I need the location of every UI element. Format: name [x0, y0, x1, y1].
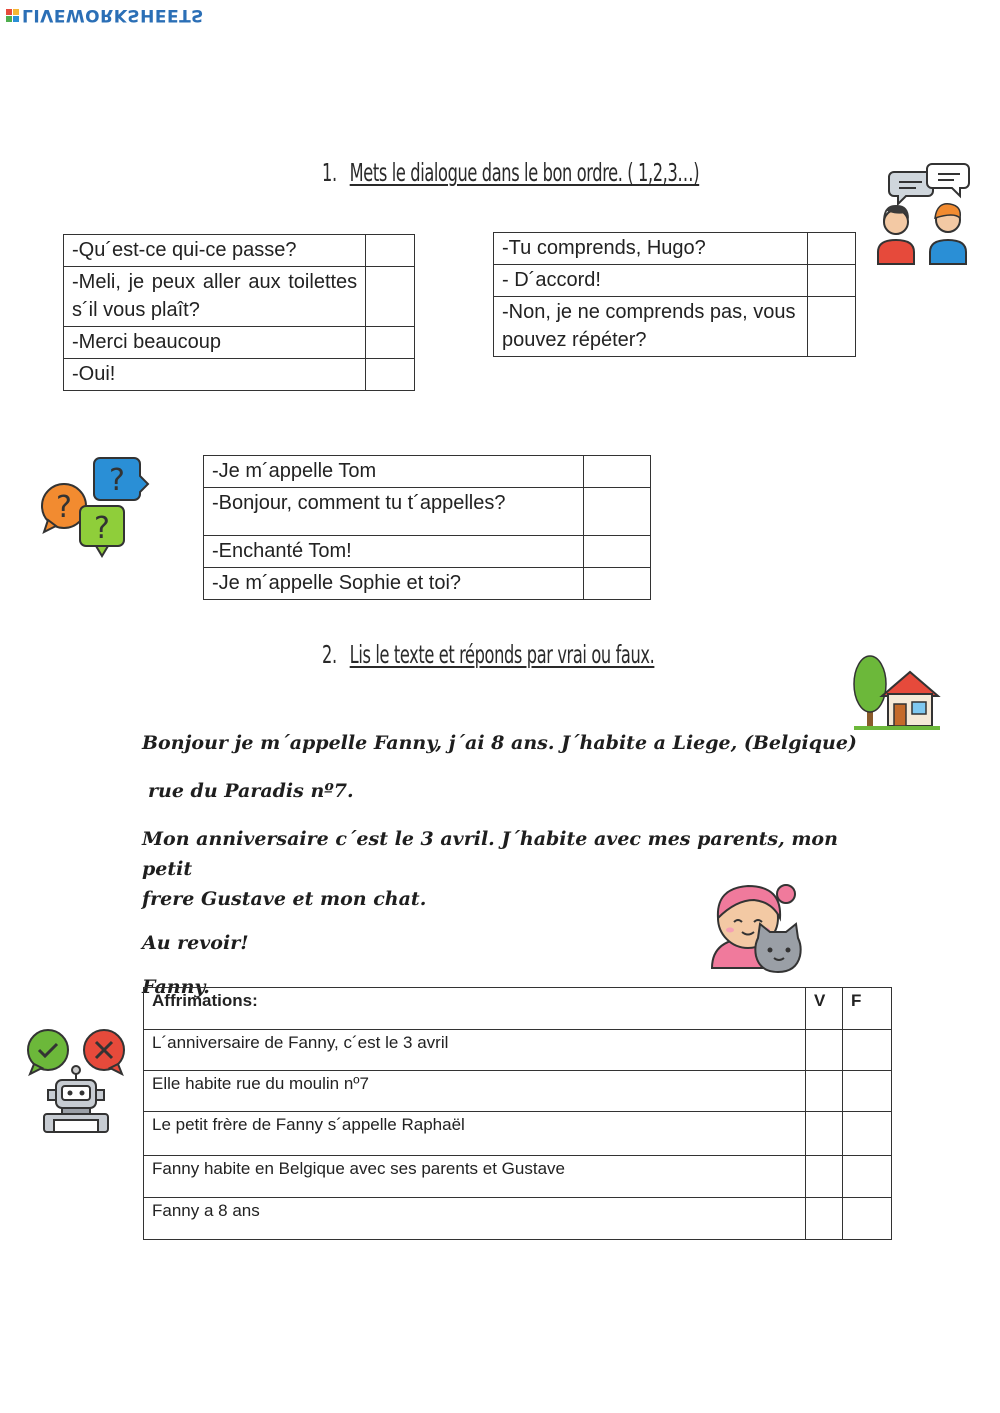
table-row: [144, 1156, 892, 1198]
dialogue-table-b: [493, 232, 856, 357]
exercise-1-number: 1.: [322, 158, 337, 187]
dialogue-line: - D´accord!: [494, 265, 808, 297]
dialogue-line: -Oui!: [64, 359, 366, 391]
dialogue-line: -Je m´appelle Sophie et toi?: [204, 568, 584, 600]
exercise-1-title: Mets le dialogue dans le bon ordre. ( 1,2,3…): [349, 158, 700, 187]
affirmation-text: Le petit frère de Fanny s´appelle Raphaël: [144, 1112, 806, 1156]
order-answer-box[interactable]: [584, 488, 651, 536]
affirmations-header: Affrimations:: [144, 988, 806, 1030]
house-icon: [852, 654, 942, 732]
true-checkbox[interactable]: [806, 1198, 843, 1240]
order-answer-box[interactable]: [366, 359, 415, 391]
logo-text: LIVEWORKSHEETS: [22, 5, 204, 25]
table-row: [144, 1198, 892, 1240]
false-checkbox[interactable]: [843, 1030, 892, 1071]
exercise-2-heading: [322, 640, 654, 669]
order-answer-box[interactable]: [808, 233, 856, 265]
dialogue-line: -Bonjour, comment tu t´appelles?: [204, 488, 584, 536]
dialogue-line: -Merci beaucoup: [64, 327, 366, 359]
false-checkbox[interactable]: [843, 1198, 892, 1240]
dialogue-line: -Enchanté Tom!: [204, 536, 584, 568]
false-checkbox[interactable]: [843, 1156, 892, 1198]
order-answer-box[interactable]: [366, 235, 415, 267]
table-row: [204, 536, 651, 568]
table-row: [494, 233, 856, 265]
table-row: [494, 297, 856, 357]
letter-line: Mon anniversaire c´est le 3 avril. J´habite avec mes parents, mon petit: [142, 828, 838, 880]
svg-text:?: ?: [94, 511, 110, 546]
table-row: [64, 359, 415, 391]
table-row: [204, 456, 651, 488]
exercise-1-heading: [322, 158, 699, 187]
people-chat-icon: [872, 160, 974, 268]
dialogue-line: -Je m´appelle Tom: [204, 456, 584, 488]
false-checkbox[interactable]: [843, 1071, 892, 1112]
svg-text:?: ?: [56, 490, 72, 525]
letter-line: Bonjour je m´appelle Fanny, j´ai 8 ans. J´habite a Liege, (Belgique): [142, 732, 857, 754]
table-row: [64, 327, 415, 359]
true-false-table: [143, 987, 892, 1240]
affirmation-text: L´anniversaire de Fanny, c´est le 3 avril: [144, 1030, 806, 1071]
true-checkbox[interactable]: [806, 1071, 843, 1112]
order-answer-box[interactable]: [366, 327, 415, 359]
letter-line: Fanny.: [142, 976, 210, 998]
dialogue-line: -Meli, je peux aller aux toilettes s´il vous plaît?: [64, 267, 366, 327]
robot-true-false-icon: [22, 1026, 130, 1136]
svg-text:?: ?: [109, 463, 125, 498]
logo-blocks-icon: [6, 9, 19, 22]
false-column-header: F: [843, 988, 892, 1030]
table-row: [64, 235, 415, 267]
true-checkbox[interactable]: [806, 1156, 843, 1198]
dialogue-line: -Tu comprends, Hugo?: [494, 233, 808, 265]
order-answer-box[interactable]: [366, 267, 415, 327]
table-header-row: [144, 988, 892, 1030]
dialogue-table-c: [203, 455, 651, 600]
false-checkbox[interactable]: [843, 1112, 892, 1156]
table-row: [144, 1030, 892, 1071]
true-column-header: V: [806, 988, 843, 1030]
order-answer-box[interactable]: [584, 568, 651, 600]
affirmation-text: Elle habite rue du moulin nº7: [144, 1071, 806, 1112]
letter-line: Au revoir!: [142, 932, 249, 954]
question-bubbles-icon: [38, 454, 150, 560]
dialogue-line: -Qu´est-ce qui-ce passe?: [64, 235, 366, 267]
affirmation-text: Fanny habite en Belgique avec ses parents et Gustave: [144, 1156, 806, 1198]
table-row: [494, 265, 856, 297]
liveworksheets-logo: [6, 4, 204, 26]
girl-with-cat-icon: [706, 878, 810, 976]
exercise-2-number: 2.: [322, 640, 337, 669]
exercise-2-title: Lis le texte et réponds par vrai ou faux.: [349, 640, 655, 669]
table-row: [144, 1112, 892, 1156]
table-row: [64, 267, 415, 327]
order-answer-box[interactable]: [584, 536, 651, 568]
table-row: [204, 568, 651, 600]
dialogue-table-a: [63, 234, 415, 391]
table-row: [204, 488, 651, 536]
order-answer-box[interactable]: [808, 297, 856, 357]
letter-line: rue du Paradis nº7.: [148, 780, 354, 802]
table-row: [144, 1071, 892, 1112]
order-answer-box[interactable]: [584, 456, 651, 488]
true-checkbox[interactable]: [806, 1030, 843, 1071]
order-answer-box[interactable]: [808, 265, 856, 297]
affirmation-text: Fanny a 8 ans: [144, 1198, 806, 1240]
true-checkbox[interactable]: [806, 1112, 843, 1156]
dialogue-line: -Non, je ne comprends pas, vous pouvez répéter?: [494, 297, 808, 357]
letter-line: frere Gustave et mon chat.: [142, 888, 427, 910]
